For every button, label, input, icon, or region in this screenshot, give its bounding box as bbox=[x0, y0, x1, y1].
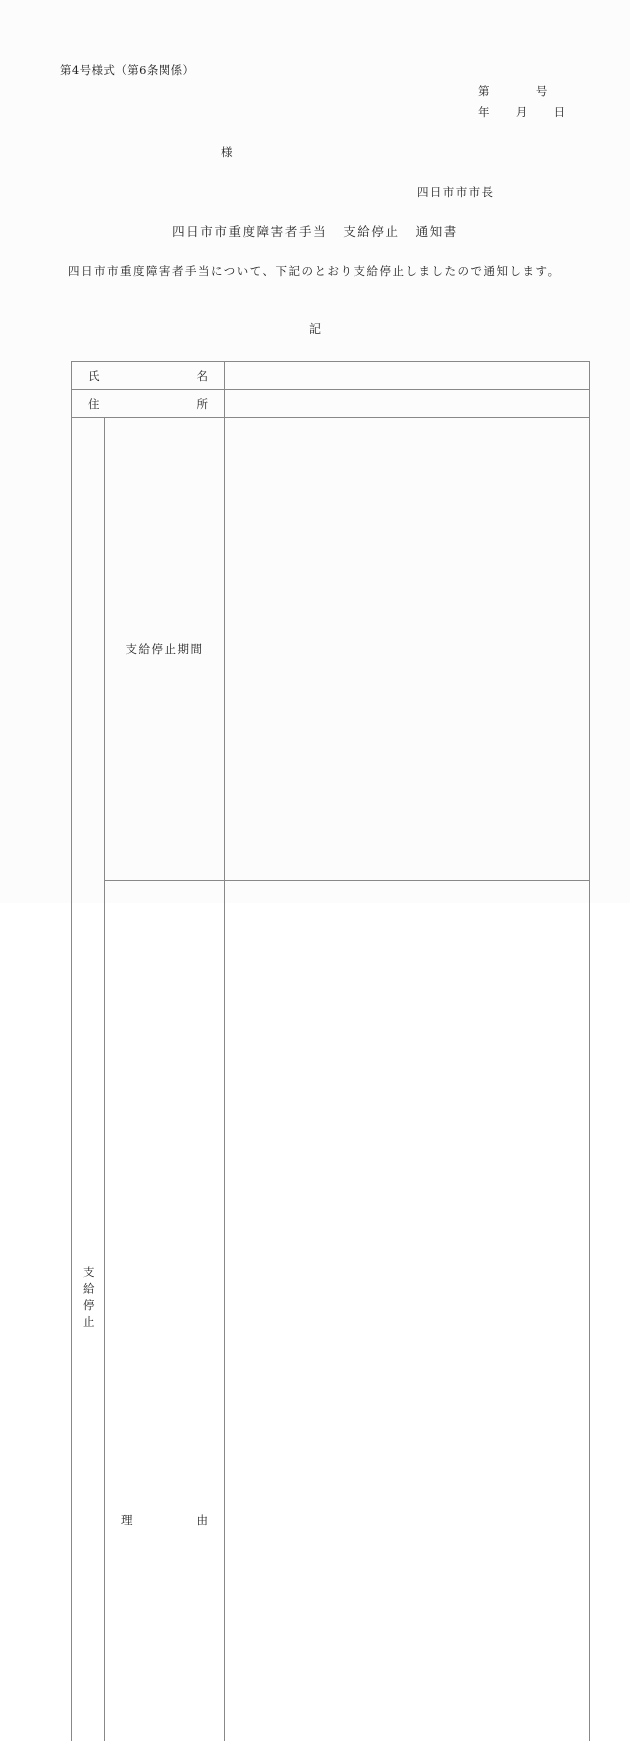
reason-label-char-1: 理 bbox=[121, 1512, 133, 1528]
notification-form-table bbox=[71, 361, 590, 1741]
date-day-label: 日 bbox=[554, 105, 566, 119]
suspension-vertical-label-cell bbox=[72, 418, 105, 1741]
document-number-suffix: 号 bbox=[536, 84, 548, 98]
body-paragraph-text: 四日市市重度障害者手当について、下記のとおり支給停止しましたので通知します。 bbox=[68, 264, 561, 278]
name-label-cell bbox=[72, 362, 225, 390]
reason-label-char-2: 由 bbox=[197, 1512, 209, 1528]
title-segment-suspension: 支給停止 bbox=[343, 224, 399, 239]
title-segment-notice: 通知書 bbox=[416, 224, 458, 239]
address-label-cell bbox=[72, 390, 225, 418]
reason-label-cell bbox=[105, 880, 225, 1741]
name-value-cell[interactable] bbox=[225, 362, 590, 390]
suspension-period-value-cell[interactable] bbox=[225, 418, 590, 881]
name-label-char-1: 氏 bbox=[88, 368, 100, 384]
table-row-name bbox=[72, 362, 590, 390]
document-meta-block bbox=[478, 82, 588, 124]
suspension-period-label: 支給停止期間 bbox=[105, 418, 225, 881]
form-code-label: 第4号様式（第6条関係） bbox=[60, 61, 194, 81]
ki-marker: 記 bbox=[0, 319, 630, 339]
address-label-char-1: 住 bbox=[88, 396, 100, 412]
address-label-char-2: 所 bbox=[197, 396, 209, 412]
table-row-suspension-period bbox=[72, 418, 590, 881]
document-number-line bbox=[478, 82, 588, 103]
document-title bbox=[0, 221, 630, 242]
name-label-char-2: 名 bbox=[197, 368, 209, 384]
address-value-cell[interactable] bbox=[225, 390, 590, 418]
title-segment-benefit: 四日市市重度障害者手当 bbox=[172, 224, 327, 239]
table-row-reason bbox=[72, 880, 590, 1741]
document-number-prefix: 第 bbox=[478, 84, 490, 98]
issuer-name: 四日市市市長 bbox=[417, 183, 494, 203]
date-year-label: 年 bbox=[478, 105, 490, 119]
document-date-line bbox=[478, 103, 588, 124]
body-paragraph bbox=[42, 260, 590, 283]
reason-value-cell[interactable] bbox=[225, 880, 590, 1741]
addressee-honorific: 様 bbox=[221, 143, 233, 163]
suspension-vertical-label: 支給停止 bbox=[82, 418, 94, 1741]
table-row-address bbox=[72, 390, 590, 418]
date-month-label: 月 bbox=[516, 105, 528, 119]
